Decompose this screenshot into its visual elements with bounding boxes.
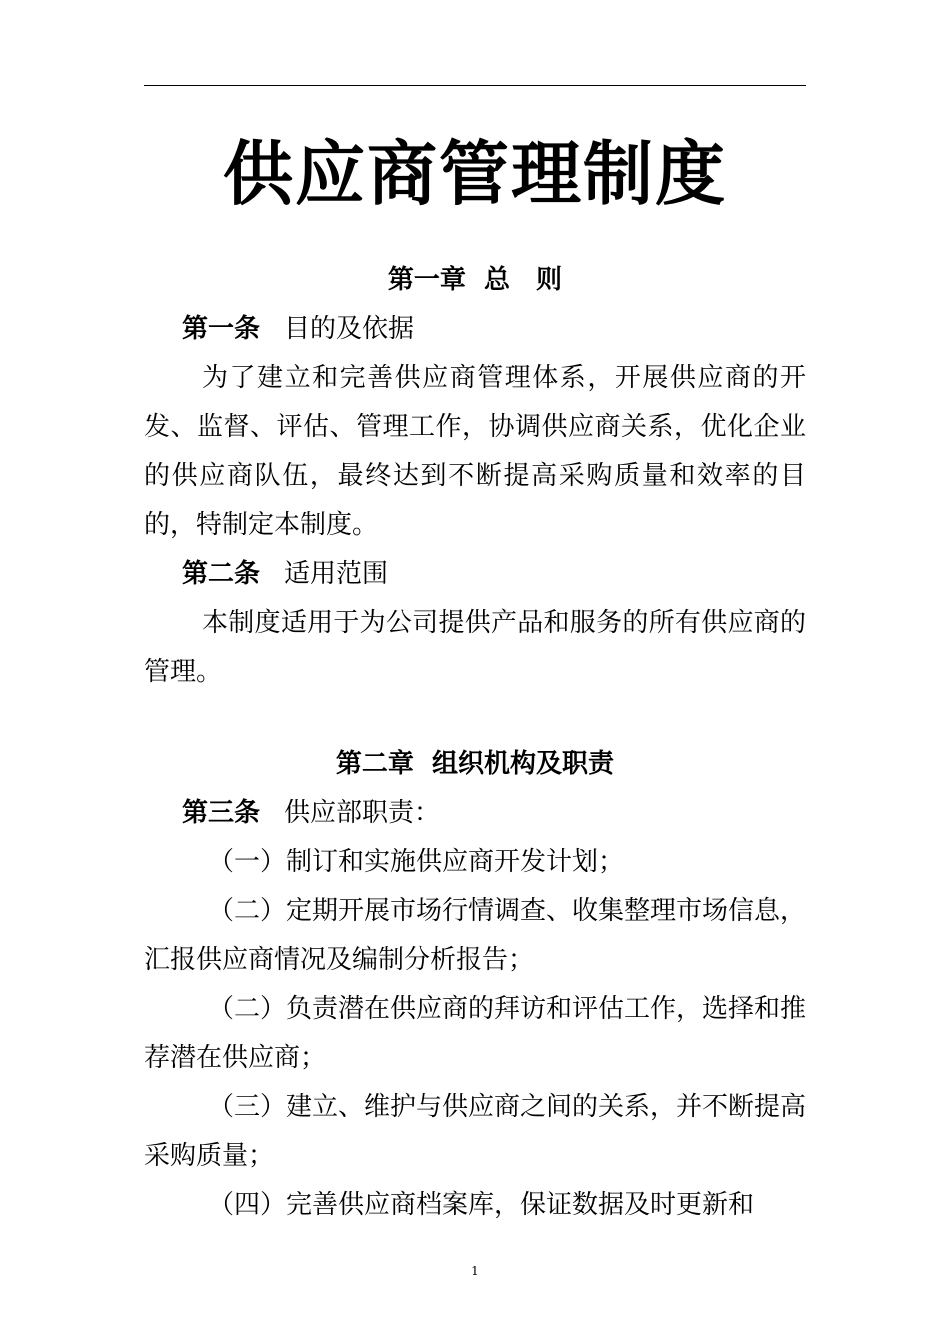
article-3-item-5: （四）完善供应商档案库，保证数据及时更新和 (208, 1190, 755, 1220)
page-number: 1 (471, 1264, 479, 1278)
article-3-heading (144, 789, 806, 838)
article-1-number: 第一条 (182, 314, 261, 344)
chapter-1-number: 第一章 (387, 265, 466, 295)
article-2-number: 第二条 (182, 559, 261, 589)
article-3-item-3: （二）负责潜在供应商的拜访和评估工作，选择和推荐潜在供应商； (144, 994, 807, 1073)
chapter-2-body (144, 789, 806, 1230)
chapter-1-name: 总 则 (484, 265, 563, 295)
article-2-title: 适用范围 (284, 559, 389, 589)
chapter-2-heading (144, 740, 806, 788)
article-2-paragraph: 本制度适用于为公司提供产品和服务的所有供应商的管理。 (144, 608, 806, 687)
chapter-2-number: 第二章 (335, 749, 414, 779)
article-3-title: 供应部职责： (284, 798, 441, 828)
article-3-number: 第三条 (182, 798, 261, 828)
chapter-2-name: 组织机构及职责 (432, 749, 615, 779)
article-1-title: 目的及依据 (284, 314, 415, 344)
document-title: 供应商管理制度 (223, 132, 727, 215)
article-3-item-1: （一）制订和实施供应商开发计划； (208, 847, 625, 877)
article-3-item-2: （二）定期开展市场行情调查、收集整理市场信息，汇报供应商情况及编制分析报告； (144, 896, 807, 975)
chapter-1-heading (144, 256, 806, 304)
chapter-1-body (144, 305, 806, 697)
article-3-item-4: （三）建立、维护与供应商之间的关系，并不断提高采购质量； (144, 1092, 807, 1171)
article-1-paragraph: 为了建立和完善供应商管理体系，开展供应商的开发、监督、评估、管理工作，协调供应商关系，优化企业的供应商队伍，最终达到不断提高采购质量和效率的目的，特制定本制度。 (144, 363, 806, 540)
article-2-heading (144, 550, 806, 599)
header-rule (144, 85, 806, 86)
article-1-heading (144, 305, 806, 354)
